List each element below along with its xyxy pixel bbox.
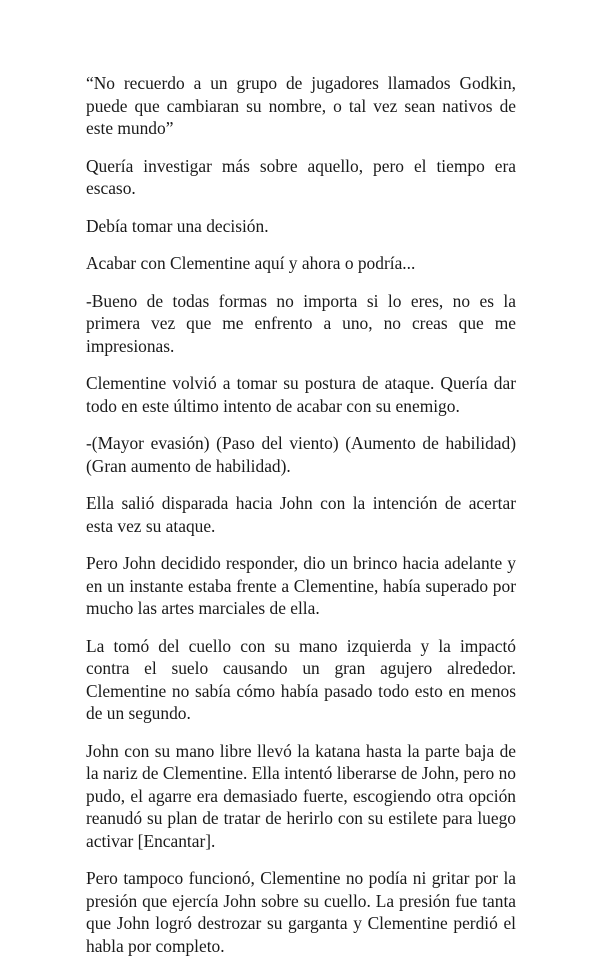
- paragraph-8: Ella salió disparada hacia John con la intención de acertar esta vez su ataque.: [86, 493, 516, 536]
- paragraph-7: -(Mayor evasión) (Paso del viento) (Aumento de habilidad) (Gran aumento de habilidad).: [86, 433, 516, 476]
- paragraph-6: Clementine volvió a tomar su postura de ataque. Quería dar todo en este último intento de acabar con su enemigo.: [86, 373, 516, 416]
- paragraph-10: La tomó del cuello con su mano izquierda y la impactó contra el suelo causando un gran agujero alrededor. Clementine no sabía cómo había pasado todo esto en menos de un segundo.: [86, 635, 516, 723]
- paragraph-9: Pero John decidido responder, dio un brinco hacia adelante y en un instante estaba frente a Clementine, había superado por mucho las artes marciales de ella.: [86, 553, 516, 618]
- paragraph-1: “No recuerdo a un grupo de jugadores llamados Godkin, puede que cambiaran su nombre, o tal vez sean nativos de este mundo”: [86, 73, 516, 138]
- paragraph-2: Quería investigar más sobre aquello, pero el tiempo era escaso.: [86, 155, 516, 198]
- paragraph-11: John con su mano libre llevó la katana hasta la parte baja de la nariz de Clementine. Ella intentó liberarse de John, pero no pudo, el agarre era demasiado fuerte, escogiendo otra opción reanudó su plan de tratar de herirlo con su estilete para luego activar [Encantar].: [86, 740, 516, 851]
- paragraph-12: Pero tampoco funcionó, Clementine no podía ni gritar por la presión que ejercía John sobre su cuello. La presión fue tanta que John logró destrozar su garganta y Clementine perdió el habla por completo.: [86, 868, 516, 956]
- paragraph-4: Acabar con Clementine aquí y ahora o podría...: [86, 253, 416, 273]
- paragraph-3: Debía tomar una decisión.: [86, 215, 269, 236]
- paragraph-5: -Bueno de todas formas no importa si lo eres, no es la primera vez que me enfrento a uno, no creas que me impresionas.: [86, 290, 516, 356]
